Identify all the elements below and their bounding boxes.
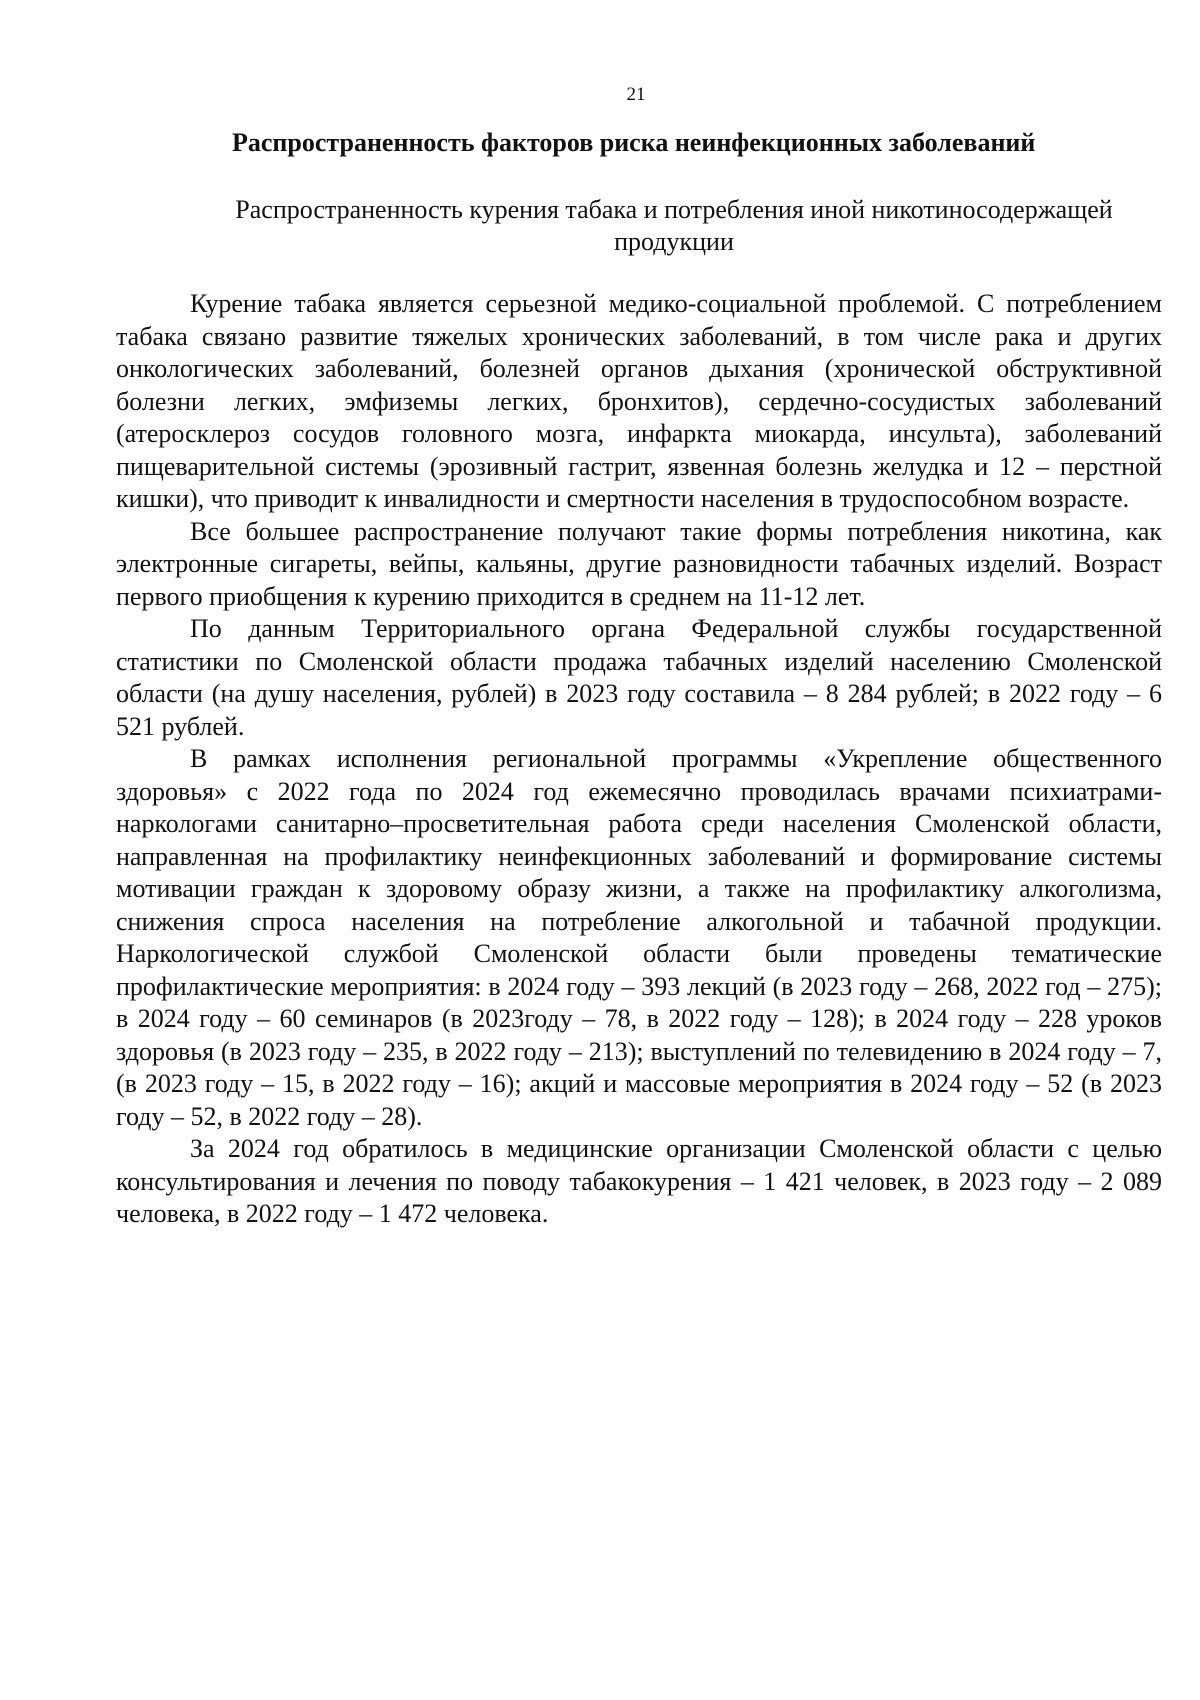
paragraph-smoking-health-risks: Курение табака является серьезной медико-социальной проблемой. С потреблением табака связано развитие тяжелых хронических заболеваний, в том числе рака и других онкологических заболеваний, болезней органов дыхания (хронической обструктивной болезни легких, эмфиземы легких, бронхитов), сердечно-сосудистых заболеваний (атеросклероз сосудов головного мозга, инфаркта миокарда, инсульта), заболеваний пищеварительной системы (эрозивный гастрит, язвенная болезнь желудка и 12 – перстной кишки), что приводит к инвалидности и смертности населения в трудоспособном возрасте. [116,289,1162,513]
section-title: Распространенность факторов риска неинфекционных заболеваний [232,128,1036,157]
body-text [116,288,1162,1231]
paragraph-nicotine-forms: Все большее распространение получают такие формы потребления никотина, как электронные сигареты, вейпы, кальяны, другие разновидности табачных изделий. Возраст первого приобщения к курению приходится в среднем на 11-12 лет. [116,516,1162,611]
page-number: 21 [626,84,646,105]
paragraph-medical-consultations: За 2024 год обратилось в медицинские организации Смоленской области с целью консультирования и лечения по поводу табакокурения – 1 421 человек, в 2023 году – 2 089 человека, в 2022 году – 1 472 человека. [116,1134,1162,1228]
paragraph-prevention-program: В рамках исполнения региональной программы «Укрепление общественного здоровья» с 2022 года по 2024 год ежемесячно проводилась врачами психиатрами-наркологами санитарно–просветительная работа среди населения Смоленской области, направленная на профилактику неинфекционных заболеваний и формирование системы мотивации граждан к здоровому образу жизни, а также на профилактику алкоголизма, снижения спроса населения на потребление алкогольной и табачной продукции. Наркологической службой Смоленской области были проведены тематические профилактические мероприятия: в 2024 году – 393 лекций (в 2023 году – 268, 2022 год – 275); в 2024 году – 60 семинаров (в 2023году – 78, в 2022 году – 128); в 2024 году – 228 уроков здоровья (в 2023 году – 235, в 2022 году – 213); выступлений по телевидению в 2024 году – 7, (в 2023 году – 15, в 2022 году – 16); акций и массовые мероприятия в 2024 году – 52 (в 2023 году – 52, в 2022 году – 28). [116,744,1162,1131]
paragraph-tobacco-sales: По данным Территориального органа Федеральной службы государственной статистики по Смоленской области продажа табачных изделий населению Смоленской области (на душу населения, рублей) в 2023 году составила – 8 284 рублей; в 2022 году – 6 521 рублей. [116,614,1162,741]
subsection-title: Распространенность курения табака и потребления иной никотиносодержащей продукции [235,195,1113,256]
